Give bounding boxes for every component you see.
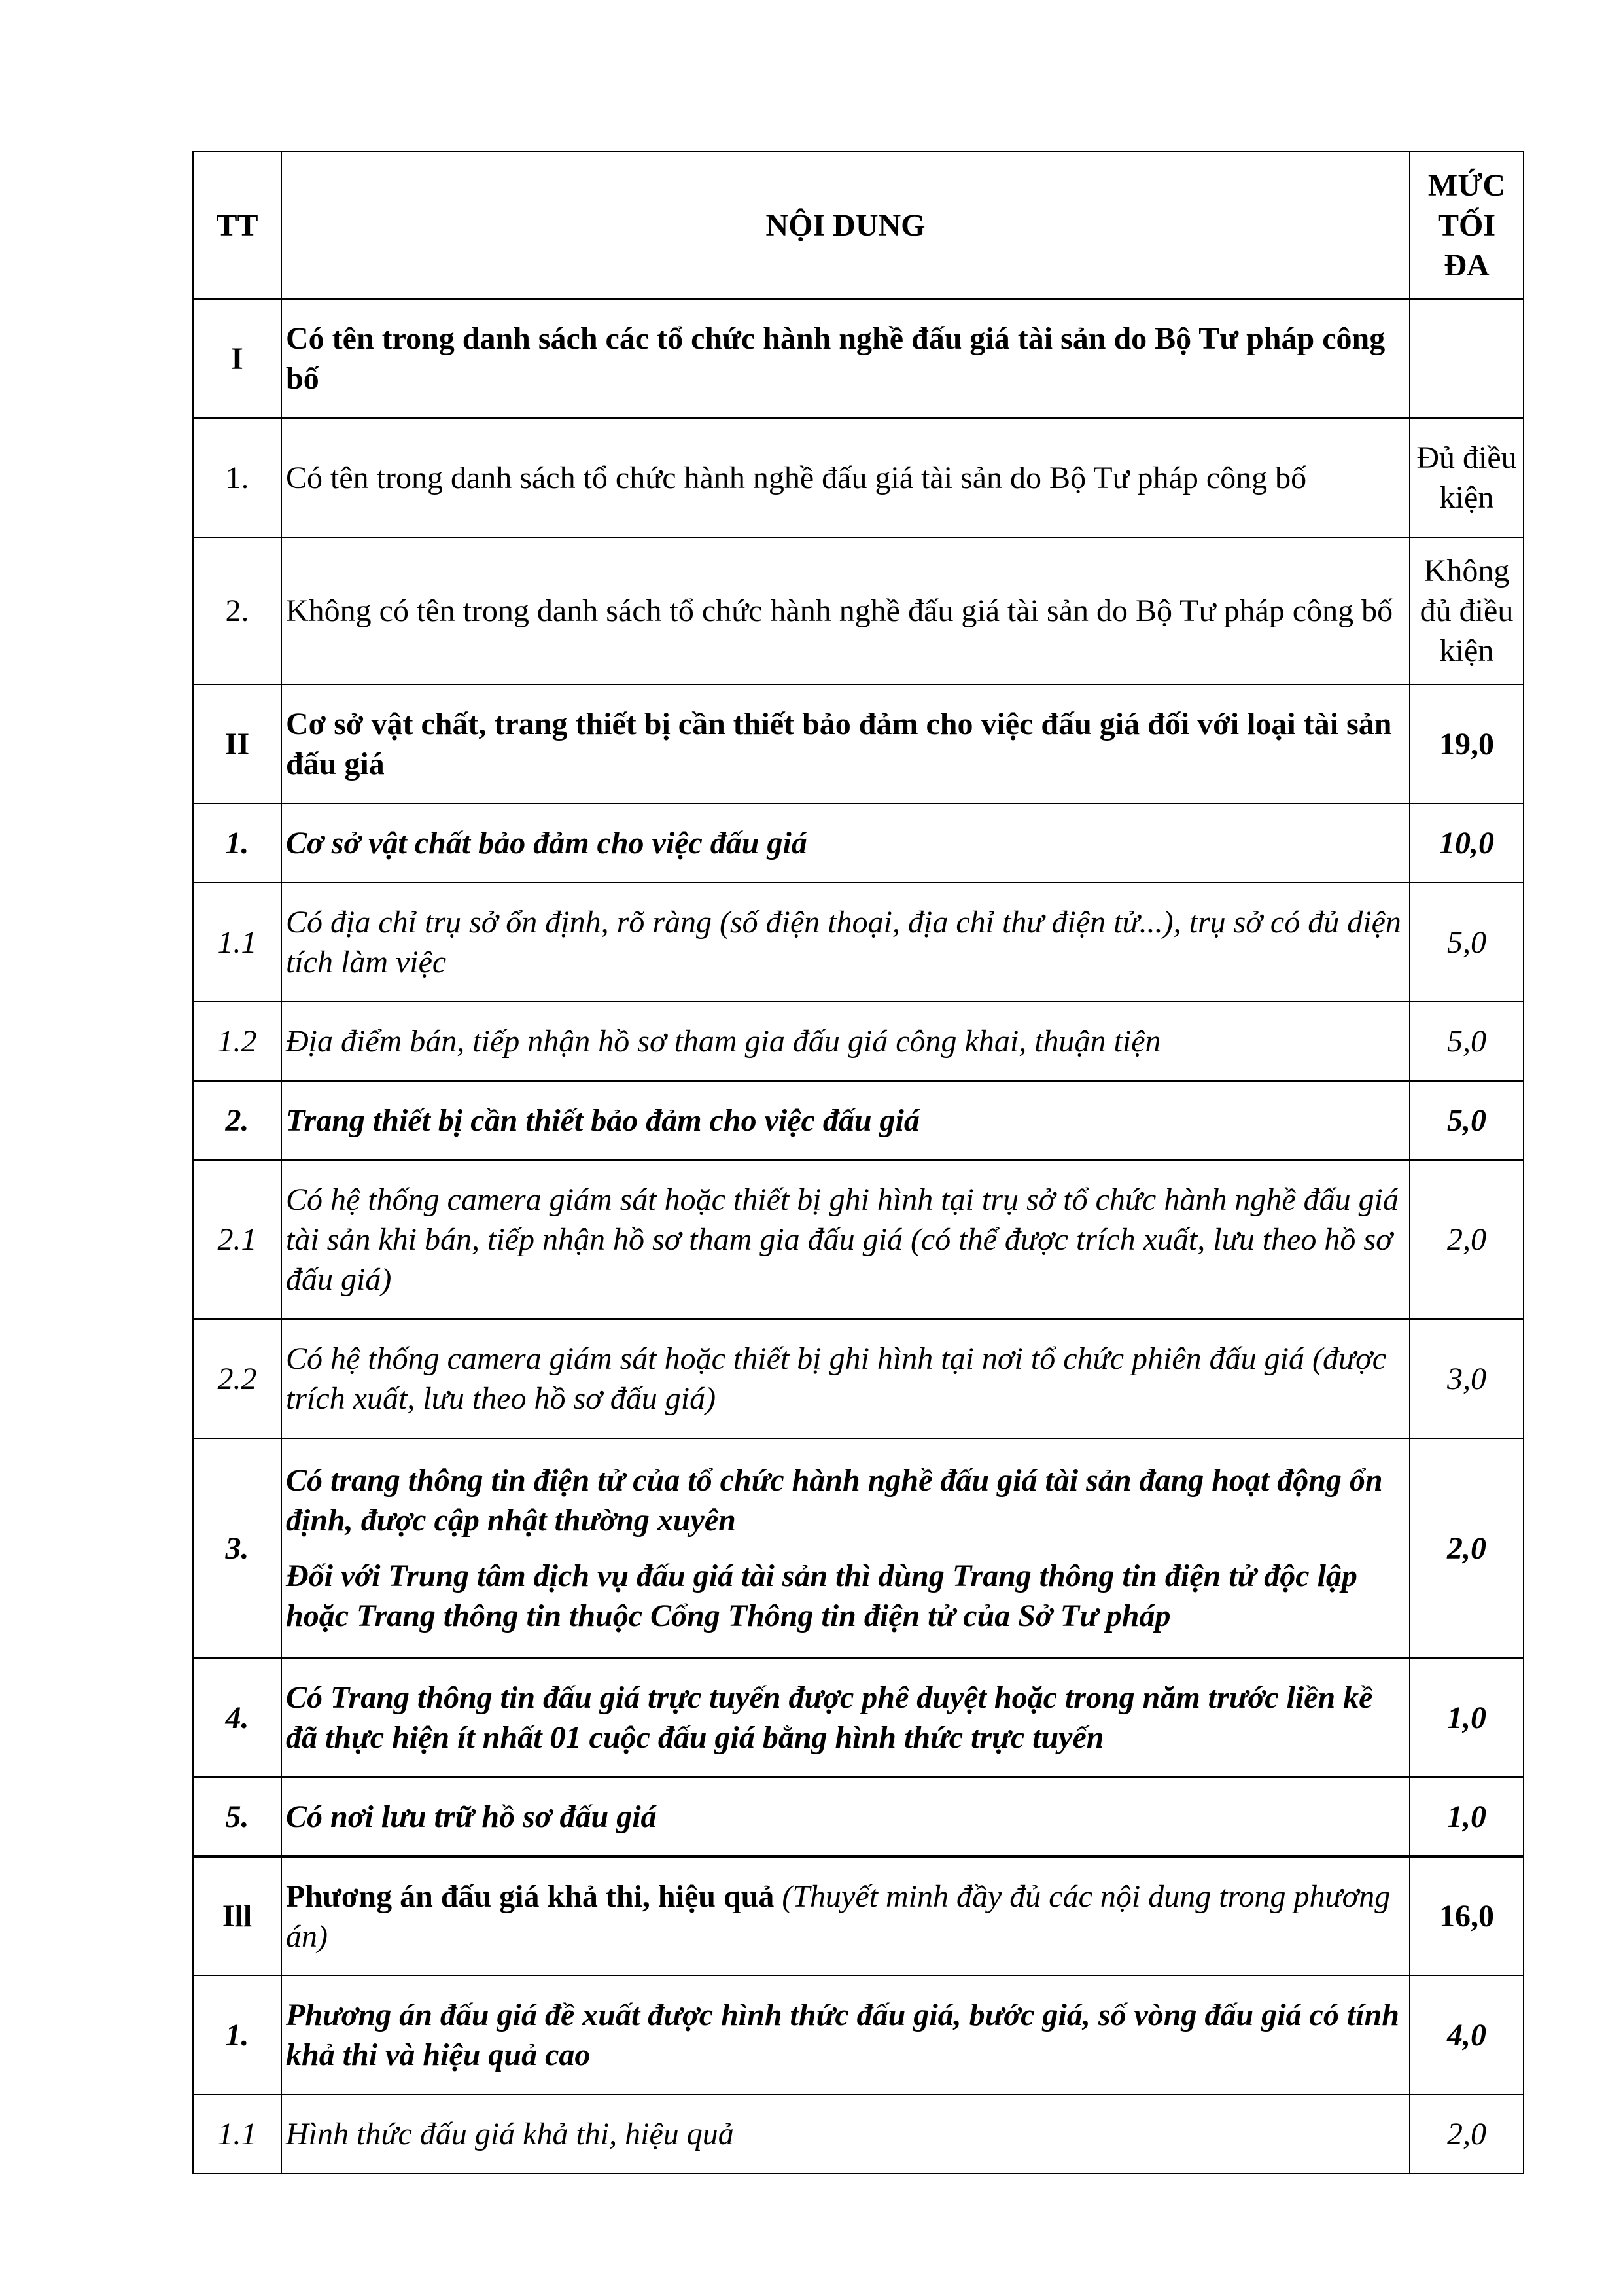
row-tt: 1.1	[193, 2094, 281, 2174]
table-row	[193, 299, 1524, 418]
table-row	[193, 2094, 1524, 2174]
table-row	[193, 418, 1524, 537]
row-max: 10,0	[1410, 804, 1524, 883]
row-content: Phương án đấu giá đề xuất được hình thức đấu giá, bước giá, số vòng đấu giá có tính khả thi và hiệu quả cao	[281, 1975, 1410, 2094]
row-max: 5,0	[1410, 1081, 1524, 1160]
row-content: Địa điểm bán, tiếp nhận hồ sơ tham gia đấu giá công khai, thuận tiện	[281, 1002, 1410, 1081]
row-tt: 2.	[193, 1081, 281, 1160]
row-content: Cơ sở vật chất bảo đảm cho việc đấu giá	[281, 804, 1410, 883]
criteria-table	[192, 151, 1524, 2174]
row-tt: 5.	[193, 1777, 281, 1856]
row-content: Có tên trong danh sách tổ chức hành nghề đấu giá tài sản do Bộ Tư pháp công bố	[281, 418, 1410, 537]
row-max: 1,0	[1410, 1658, 1524, 1777]
row-max: 16,0	[1410, 1856, 1524, 1975]
row-max: 5,0	[1410, 883, 1524, 1002]
row-max: 2,0	[1410, 1438, 1524, 1658]
row-tt: 3.	[193, 1438, 281, 1658]
table-row	[193, 684, 1524, 804]
row-content-note: (Thuyết minh đầy đủ các nội dung trong phương án)	[286, 1879, 1391, 1954]
row-max: 2,0	[1410, 2094, 1524, 2174]
row-max: Đủ điều kiện	[1410, 418, 1524, 537]
row-tt: 1.	[193, 1975, 281, 2094]
row-tt: 1.2	[193, 1002, 281, 1081]
row-tt: 1.1	[193, 883, 281, 1002]
table-row	[193, 1438, 1524, 1658]
table-row	[193, 883, 1524, 1002]
table-header-row	[193, 152, 1524, 299]
table-row	[193, 1319, 1524, 1438]
row-content: Có nơi lưu trữ hồ sơ đấu giá	[281, 1777, 1410, 1856]
row-tt: I	[193, 299, 281, 418]
row-tt: 2.2	[193, 1319, 281, 1438]
header-tt: TT	[193, 152, 281, 299]
row-tt: 1.	[193, 804, 281, 883]
row-content: Có hệ thống camera giám sát hoặc thiết bị ghi hình tại nơi tổ chức phiên đấu giá (được trích xuất, lưu theo hồ sơ đấu giá)	[281, 1319, 1410, 1438]
row-content	[281, 1438, 1410, 1658]
row-tt: 2.	[193, 537, 281, 684]
row-content-paragraph: Đối với Trung tâm dịch vụ đấu giá tài sản thì dùng Trang thông tin điện tử độc lập hoặc Trang thông tin thuộc Cổng Thông tin điện tử của Sở Tư pháp	[286, 1559, 1357, 1633]
row-tt: Ill	[193, 1856, 281, 1975]
row-tt: 2.1	[193, 1160, 281, 1319]
table-row	[193, 1658, 1524, 1777]
row-content: Có hệ thống camera giám sát hoặc thiết bị ghi hình tại trụ sở tổ chức hành nghề đấu giá tài sản khi bán, tiếp nhận hồ sơ tham gia đấu giá (có thể được trích xuất, lưu theo hồ sơ đấu giá)	[281, 1160, 1410, 1319]
row-max: 1,0	[1410, 1777, 1524, 1856]
row-max: Không đủ điều kiện	[1410, 537, 1524, 684]
header-content: NỘI DUNG	[281, 152, 1410, 299]
row-content: Không có tên trong danh sách tổ chức hành nghề đấu giá tài sản do Bộ Tư pháp công bố	[281, 537, 1410, 684]
row-content: Cơ sở vật chất, trang thiết bị cần thiết bảo đảm cho việc đấu giá đối với loại tài sản đấu giá	[281, 684, 1410, 804]
row-max: 4,0	[1410, 1975, 1524, 2094]
table-row	[193, 1002, 1524, 1081]
row-content: Có địa chỉ trụ sở ổn định, rõ ràng (số điện thoại, địa chỉ thư điện tử...), trụ sở có đủ diện tích làm việc	[281, 883, 1410, 1002]
row-content: Có Trang thông tin đấu giá trực tuyến được phê duyệt hoặc trong năm trước liền kề đã thực hiện ít nhất 01 cuộc đấu giá bằng hình thức trực tuyến	[281, 1658, 1410, 1777]
row-tt: 4.	[193, 1658, 281, 1777]
row-content	[281, 1856, 1410, 1975]
row-content: Có tên trong danh sách các tổ chức hành nghề đấu giá tài sản do Bộ Tư pháp công bố	[281, 299, 1410, 418]
row-max: 5,0	[1410, 1002, 1524, 1081]
row-max: 2,0	[1410, 1160, 1524, 1319]
table-row	[193, 1160, 1524, 1319]
table-row	[193, 804, 1524, 883]
table-row	[193, 1777, 1524, 1856]
row-tt: II	[193, 684, 281, 804]
row-tt: 1.	[193, 418, 281, 537]
table-row	[193, 1856, 1524, 1975]
table-row	[193, 1975, 1524, 2094]
row-max	[1410, 299, 1524, 418]
row-content-title: Phương án đấu giá khả thi, hiệu quả	[286, 1879, 775, 1914]
row-content: Hình thức đấu giá khả thi, hiệu quả	[281, 2094, 1410, 2174]
row-content: Trang thiết bị cần thiết bảo đảm cho việc đấu giá	[281, 1081, 1410, 1160]
table-row	[193, 1081, 1524, 1160]
row-max: 19,0	[1410, 684, 1524, 804]
row-max: 3,0	[1410, 1319, 1524, 1438]
table-row	[193, 537, 1524, 684]
row-content-paragraph: Có trang thông tin điện tử của tổ chức hành nghề đấu giá tài sản đang hoạt động ổn định, được cập nhật thường xuyên	[286, 1463, 1383, 1538]
header-max: MỨC TỐI ĐA	[1410, 152, 1524, 299]
